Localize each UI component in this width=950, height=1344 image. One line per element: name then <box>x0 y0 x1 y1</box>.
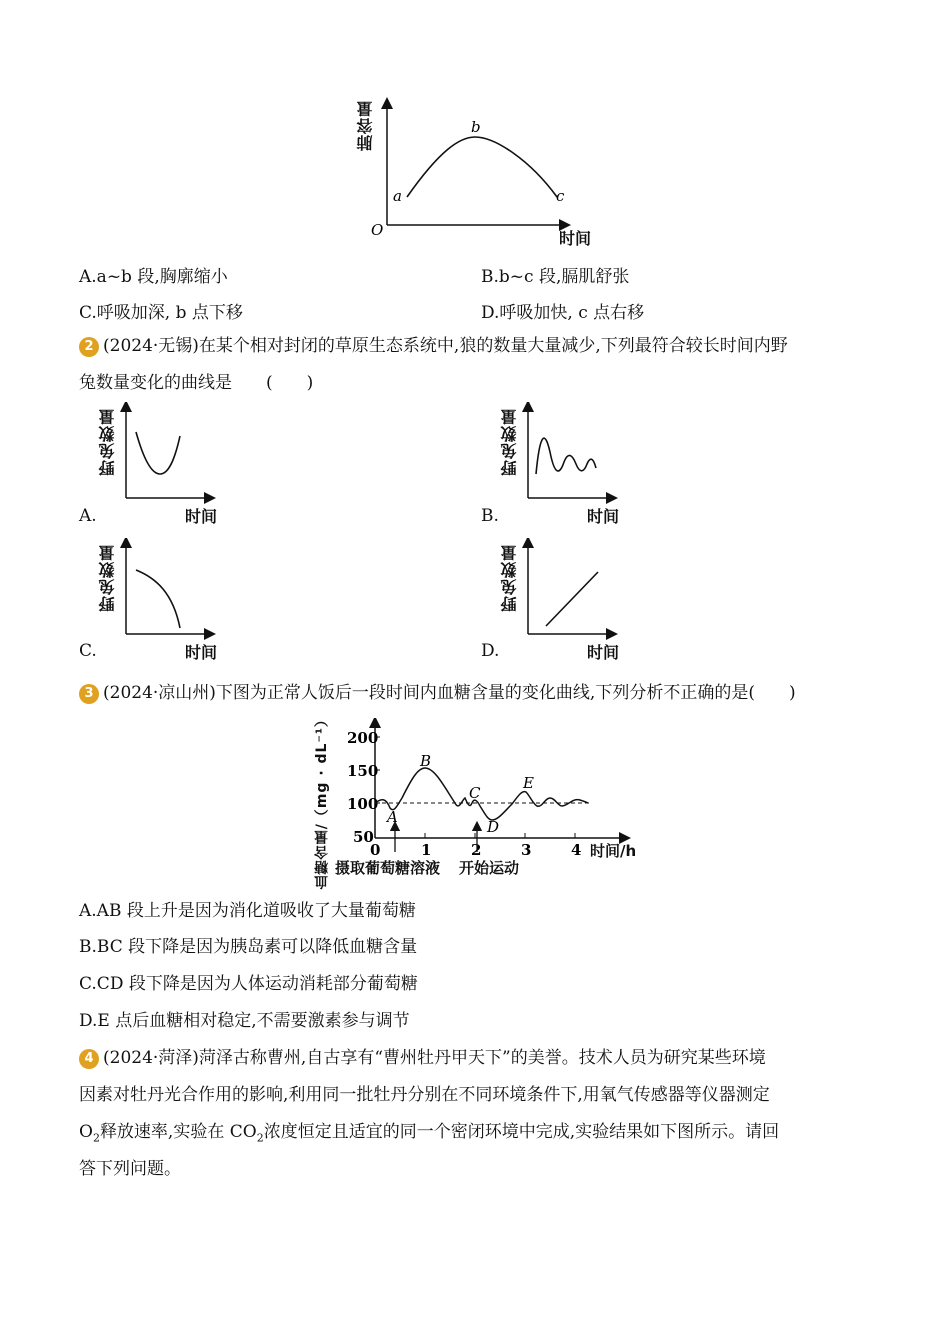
q4-stem-line1 <box>79 1047 879 1069</box>
point-a: a <box>393 187 402 205</box>
q1-option-d: D.呼吸加快, c 点右移 <box>481 303 645 323</box>
q3-text-1: (2024·凉山州)下图为正常人饭后一段时间内血糖含量的变化曲线,下列分析不正确的是( ) <box>103 683 796 703</box>
lung-y-label: 肺容量 <box>356 100 375 151</box>
q3-option-a: A.AB 段上升是因为消化道吸收了大量葡萄糖 <box>79 901 416 921</box>
bs-xtick-1: 1 <box>421 841 432 858</box>
q2-text-1: (2024·无锡)在某个相对封闭的草原生态系统中,狼的数量大量减少,下列最符合较长时间内野 <box>103 336 788 356</box>
bs-point-b: B <box>420 752 432 770</box>
graph-c-ylabel: 野兔数量 <box>98 544 117 612</box>
blood-sugar-ylabel: 血糖含量/（mg · dL⁻¹） <box>314 712 330 890</box>
graph-d-svg <box>520 538 620 640</box>
bs-xtick-2: 2 <box>471 841 482 858</box>
q4-stem-line2: 因素对牡丹光合作用的影响,利用同一批牡丹分别在不同环境条件下,用氧气传感器等仪器测定 <box>79 1085 770 1105</box>
bs-point-a: A <box>387 808 398 826</box>
q2-stem-line2: 兔数量变化的曲线是 ( ) <box>79 373 314 393</box>
q4-line3-mid: 释放速率,实验在 CO <box>99 1122 257 1142</box>
q2-option-c: C. <box>79 641 97 661</box>
point-b: b <box>471 118 481 136</box>
q2-option-b: B. <box>481 506 499 526</box>
bs-ytick-200: 200 <box>347 729 379 747</box>
graph-b-svg <box>520 402 620 504</box>
q3-option-b: B.BC 段下降是因为胰岛素可以降低血糖含量 <box>79 937 418 957</box>
bs-xtick-4: 4 <box>571 841 582 858</box>
graph-a-svg <box>118 402 218 504</box>
bs-point-e: E <box>523 774 534 792</box>
graph-c-svg <box>118 538 218 640</box>
point-c: c <box>556 187 565 205</box>
q3-stem-line1 <box>79 682 879 704</box>
bs-ytick-150: 150 <box>347 762 379 780</box>
graph-a-xlabel: 时间 <box>185 507 218 526</box>
bs-xlabel: 时间/h <box>590 842 637 860</box>
q2-option-a: A. <box>79 506 97 526</box>
graph-b-ylabel: 野兔数量 <box>500 408 519 476</box>
q2-option-d: D. <box>481 641 500 661</box>
q4-text-1: (2024·菏泽)菏泽古称曹州,自古享有“曹州牡丹甲天下”的美誉。技术人员为研究某些环境 <box>103 1048 766 1068</box>
graph-c-curve <box>136 570 180 628</box>
graph-d-xlabel: 时间 <box>587 643 620 662</box>
origin-label: O <box>371 221 384 239</box>
graph-c-xlabel: 时间 <box>185 643 218 662</box>
o2-o: O <box>79 1122 93 1142</box>
bs-ytick-100: 100 <box>347 795 379 813</box>
o2-sub: 2 <box>92 1131 100 1145</box>
bs-ytick-50: 50 <box>353 828 374 846</box>
q4-line3-end: 浓度恒定且适宜的同一个密闭环境中完成,实验结果如下图所示。请回 <box>263 1122 780 1142</box>
q3-number-badge: 3 <box>79 684 99 704</box>
q1-option-a: A.a~b 段,胸廓缩小 <box>79 267 228 287</box>
lung-curve <box>407 137 557 197</box>
graph-b-xlabel: 时间 <box>587 507 620 526</box>
bs-curve <box>375 768 588 820</box>
q4-stem-line4: 答下列问题。 <box>79 1159 181 1179</box>
graph-d-curve <box>546 572 598 626</box>
q4-stem-line3 <box>79 1121 879 1149</box>
q1-option-b: B.b~c 段,膈肌舒张 <box>481 267 630 287</box>
q3-option-c: C.CD 段下降是因为人体运动消耗部分葡萄糖 <box>79 974 418 994</box>
graph-d-ylabel: 野兔数量 <box>500 544 519 612</box>
bs-annot-exercise: 开始运动 <box>459 859 520 877</box>
lung-volume-graph <box>360 95 610 245</box>
bs-point-c: C <box>469 784 481 802</box>
blood-sugar-svg <box>340 718 670 858</box>
co2-sub: 2 <box>256 1131 264 1145</box>
bs-xtick-0: 0 <box>370 841 381 858</box>
q4-number-badge: 4 <box>79 1049 99 1069</box>
bs-xtick-3: 3 <box>521 841 532 858</box>
q1-option-c: C.呼吸加深, b 点下移 <box>79 303 243 323</box>
graph-b-curve <box>536 438 596 474</box>
graph-a-curve <box>136 432 180 474</box>
graph-a-ylabel: 野兔数量 <box>98 408 117 476</box>
lung-x-label: 时间 <box>559 229 592 248</box>
q2-number-badge: 2 <box>79 337 99 357</box>
q2-stem-line1 <box>79 335 879 357</box>
bs-annot-glucose: 摄取葡萄糖溶液 <box>335 859 441 877</box>
bs-point-d: D <box>487 818 500 836</box>
q3-option-d: D.E 点后血糖相对稳定,不需要激素参与调节 <box>79 1011 410 1031</box>
